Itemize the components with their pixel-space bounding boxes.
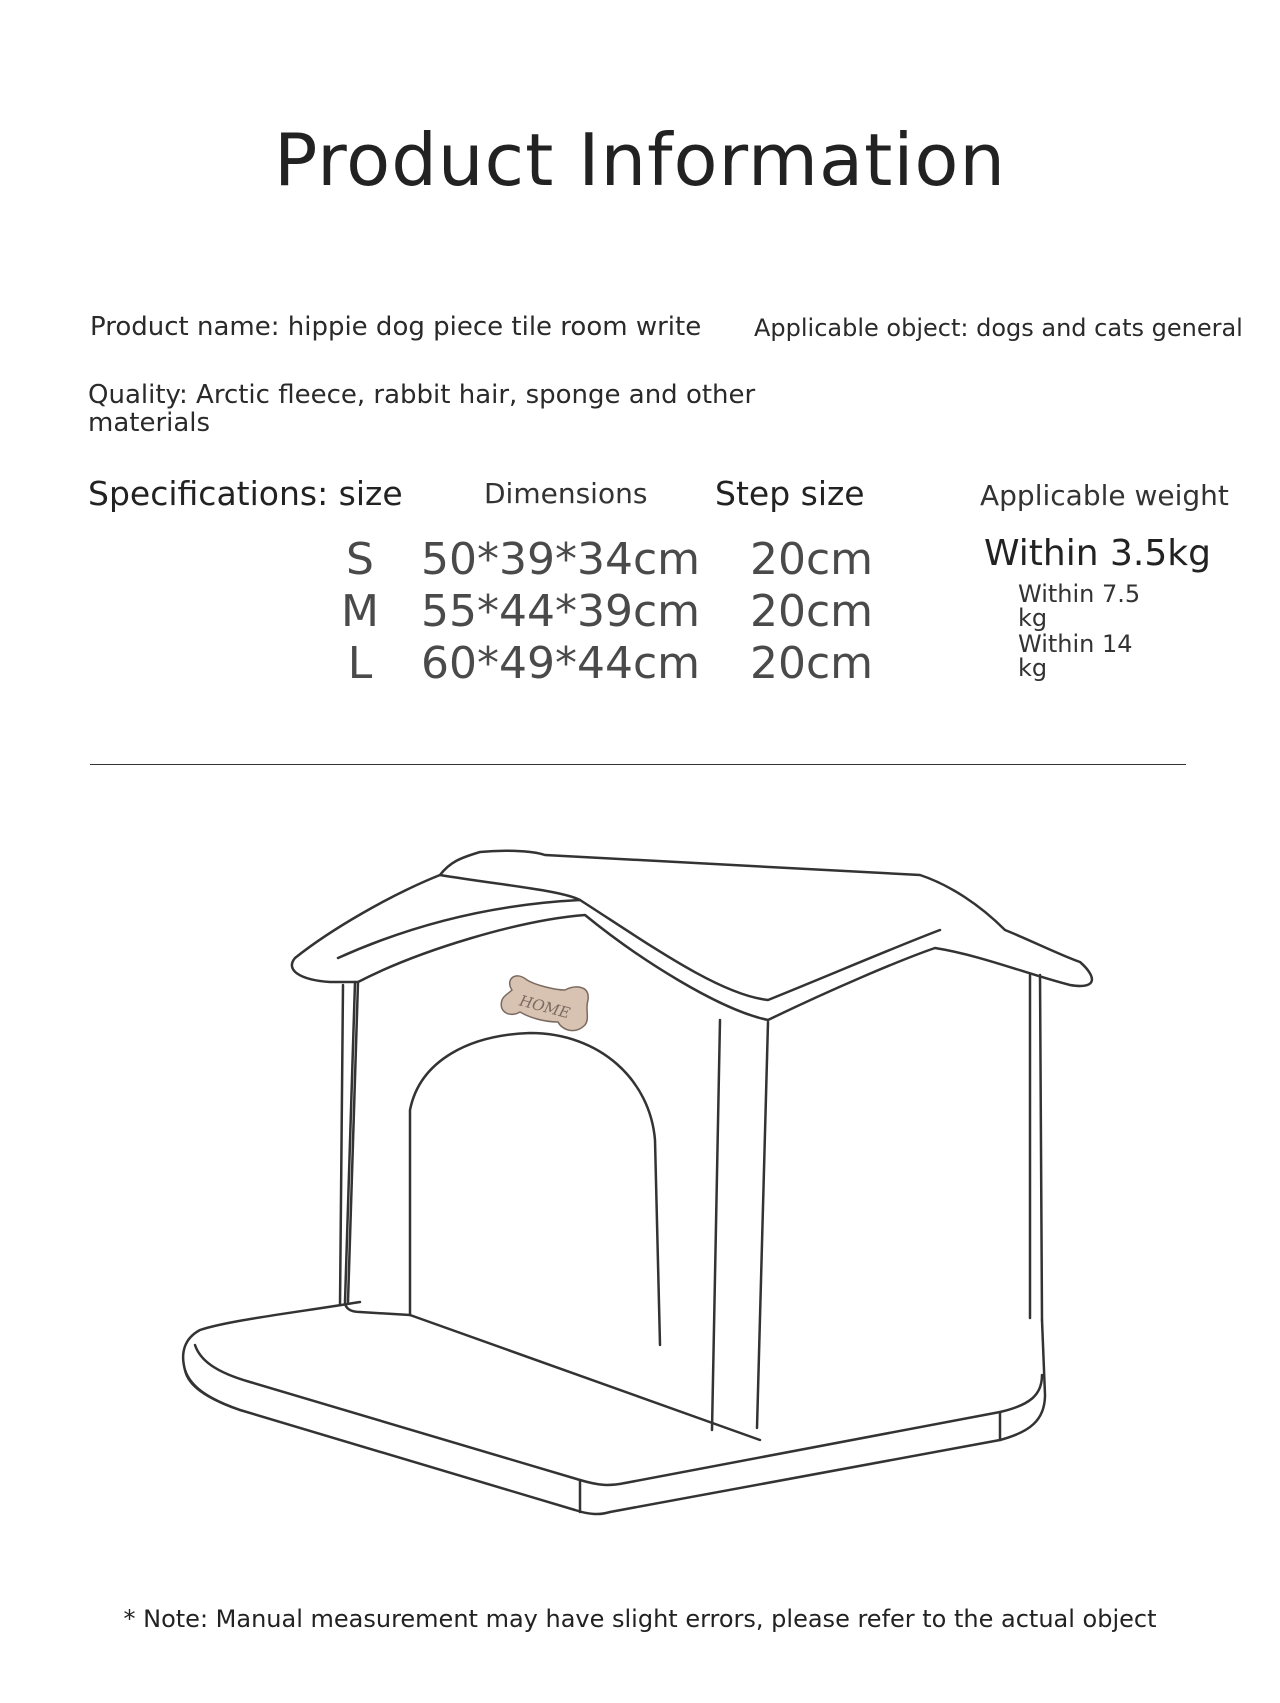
spec-size-header: Specifications: size <box>88 474 403 513</box>
spec-step-header: Step size <box>715 474 865 513</box>
spec-row-step: 20cm <box>750 638 874 689</box>
spec-weight-header: Applicable weight <box>980 479 1229 512</box>
spec-row-weight: Within 7.5 kg <box>1018 580 1141 632</box>
quality-text: Quality: Arctic fleece, rabbit hair, sponge and other materials <box>88 380 756 438</box>
base-step <box>183 1302 1045 1514</box>
door-arch <box>410 1033 660 1345</box>
spec-row-size: M <box>341 586 379 637</box>
left-wall <box>345 982 410 1315</box>
spec-row-dimensions: 50*39*34cm <box>421 534 701 585</box>
product-name: Product name: hippie dog piece tile room write <box>90 312 702 342</box>
badge-text: HOME <box>517 991 573 1023</box>
front-pillar <box>712 1020 720 1430</box>
section-divider <box>90 764 1186 765</box>
spec-row-size: S <box>346 534 374 585</box>
base-step-inner <box>195 1345 1042 1485</box>
roof-ridge-line <box>440 875 580 900</box>
right-wall <box>1040 975 1042 1320</box>
spec-row-weight: Within 14 kg <box>1018 630 1133 682</box>
spec-row-size: L <box>347 638 373 689</box>
spec-row-step: 20cm <box>750 586 874 637</box>
spec-dimensions-header: Dimensions <box>484 477 648 510</box>
spec-row-step: 20cm <box>750 534 874 585</box>
page-title: Product Information <box>273 118 1007 202</box>
roof-inner-line <box>338 900 940 1000</box>
spec-row-weight: Within 3.5kg <box>984 533 1211 574</box>
measurement-note: * Note: Manual measurement may have slight errors, please refer to the actual object <box>123 1605 1157 1633</box>
applicable-object: Applicable object: dogs and cats general <box>754 314 1243 342</box>
spec-row-dimensions: 60*49*44cm <box>421 638 701 689</box>
dog-house-illustration <box>0 830 1280 1590</box>
spec-row-dimensions: 55*44*39cm <box>421 586 701 637</box>
roof-outline <box>292 851 1092 1023</box>
